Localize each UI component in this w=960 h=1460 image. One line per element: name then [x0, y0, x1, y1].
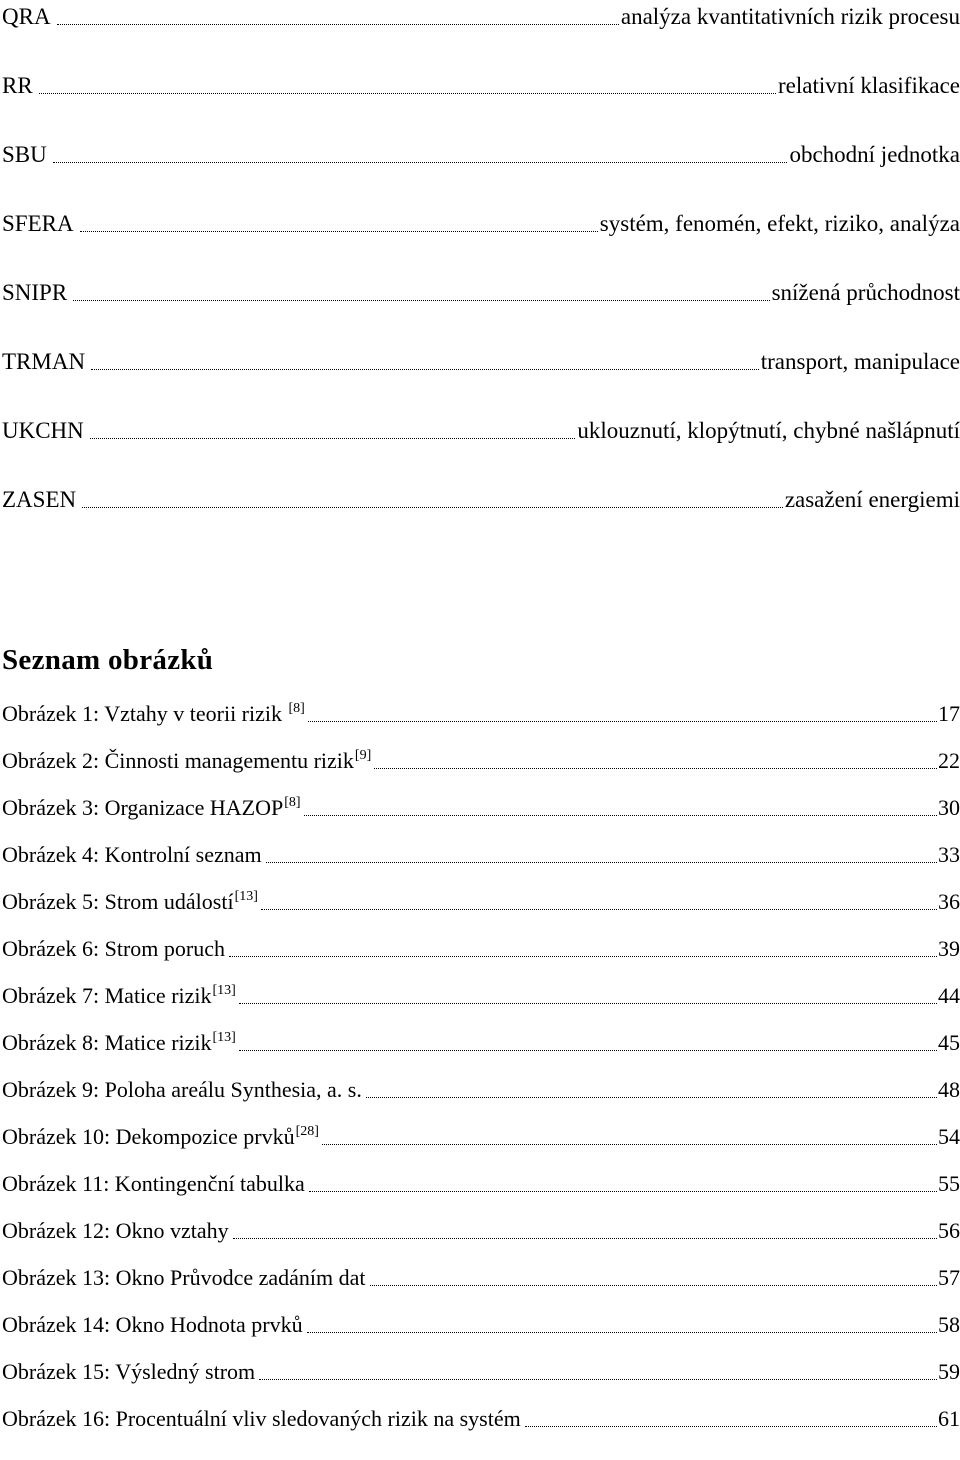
abbreviation-row: [0, 483, 960, 513]
abbreviation-row: [0, 138, 960, 168]
abbreviation-row: [0, 69, 960, 99]
figure-entry-label: Obrázek 9: Poloha areálu Synthesia, a. s.: [2, 1077, 362, 1102]
abbreviation-definition: relativní klasifikace: [777, 73, 960, 98]
figure-entry[interactable]: [0, 791, 960, 821]
dot-leader: [73, 299, 769, 301]
abbreviation-key: SFERA: [2, 211, 74, 236]
figure-citation: [9]: [354, 748, 372, 763]
figure-entry-label: Obrázek 7: Matice rizik[13]: [2, 983, 236, 1008]
dot-leader: [309, 1190, 937, 1192]
figure-entry[interactable]: [0, 744, 960, 774]
figure-entry-label: Obrázek 14: Okno Hodnota prvků: [2, 1312, 303, 1337]
figure-page-number: 22: [938, 748, 960, 773]
figure-entry[interactable]: [0, 979, 960, 1009]
figure-entry[interactable]: [0, 838, 960, 868]
figure-entry[interactable]: [0, 1355, 960, 1385]
dot-leader: [90, 437, 576, 439]
abbreviation-key: ZASEN: [2, 487, 77, 512]
dot-leader: [307, 1331, 937, 1333]
abbreviation-row: [0, 276, 960, 306]
dot-leader: [259, 1378, 937, 1380]
figure-entry-label: Obrázek 11: Kontingenční tabulka: [2, 1171, 305, 1196]
figure-page-number: 48: [938, 1077, 960, 1102]
figure-entry[interactable]: [0, 932, 960, 962]
abbreviation-key: QRA: [2, 4, 51, 29]
figure-entry-label: Obrázek 12: Okno vztahy: [2, 1218, 229, 1243]
figure-page-number: 55: [938, 1171, 960, 1196]
abbreviation-row: [0, 414, 960, 444]
figure-page-number: 61: [938, 1406, 960, 1431]
figure-entry-label: Obrázek 3: Organizace HAZOP[8]: [2, 795, 301, 820]
figure-entry-label: Obrázek 4: Kontrolní seznam: [2, 842, 262, 867]
figure-page-number: 59: [938, 1359, 960, 1384]
figure-page-number: 30: [938, 795, 960, 820]
figure-entry[interactable]: [0, 885, 960, 915]
abbreviation-definition: snížená průchodnost: [771, 280, 960, 305]
dot-leader: [322, 1143, 937, 1145]
dot-leader: [304, 814, 937, 816]
figure-entry[interactable]: [0, 1308, 960, 1338]
figure-entry[interactable]: [0, 1120, 960, 1150]
abbreviation-row: [0, 207, 960, 237]
figure-citation: [13]: [234, 889, 258, 904]
figure-entry-label: Obrázek 10: Dekompozice prvků[28]: [2, 1124, 319, 1149]
dot-leader: [261, 908, 937, 910]
figure-entry-label: Obrázek 15: Výsledný strom: [2, 1359, 256, 1384]
figure-page-number: 33: [938, 842, 960, 867]
dot-leader: [366, 1096, 937, 1098]
abbreviation-definition: obchodní jednotka: [789, 142, 960, 167]
figure-entry[interactable]: [0, 1261, 960, 1291]
figure-page-number: 44: [938, 983, 960, 1008]
figure-entry-label: Obrázek 6: Strom poruch: [2, 936, 225, 961]
dot-leader: [308, 720, 937, 722]
figure-entry-label: Obrázek 8: Matice rizik[13]: [2, 1030, 236, 1055]
abbreviation-key: SNIPR: [2, 280, 68, 305]
figure-citation: [8]: [284, 795, 301, 810]
dot-leader: [80, 230, 598, 232]
figure-citation: [8]: [288, 701, 305, 716]
figure-page-number: 39: [938, 936, 960, 961]
abbreviation-definition: uklouznutí, klopýtnutí, chybné našlápnutí: [577, 418, 960, 443]
dot-leader: [91, 368, 759, 370]
figure-page-number: 54: [938, 1124, 960, 1149]
abbreviation-key: SBU: [2, 142, 47, 167]
abbreviation-key: TRMAN: [2, 349, 86, 374]
dot-leader: [370, 1284, 938, 1286]
dot-leader: [525, 1425, 937, 1427]
figure-entry[interactable]: [0, 697, 960, 727]
figure-entry[interactable]: [0, 1167, 960, 1197]
figure-page-number: 56: [938, 1218, 960, 1243]
figure-entry-label: Obrázek 13: Okno Průvodce zadáním dat: [2, 1265, 366, 1290]
abbreviation-definition: analýza kvantitativních rizik procesu: [620, 4, 960, 29]
dot-leader: [266, 861, 937, 863]
abbreviation-definition: systém, fenomén, efekt, riziko, analýza: [599, 211, 960, 236]
abbreviation-definition: transport, manipulace: [760, 349, 960, 374]
dot-leader: [233, 1237, 937, 1239]
abbreviation-key: RR: [2, 73, 33, 98]
figure-page-number: 58: [938, 1312, 960, 1337]
dot-leader: [239, 1049, 937, 1051]
figure-entry[interactable]: [0, 1073, 960, 1103]
abbreviation-key: UKCHN: [2, 418, 84, 443]
dot-leader: [39, 92, 776, 94]
dot-leader: [82, 506, 783, 508]
figure-entry-label: Obrázek 2: Činnosti managementu rizik[9]: [2, 748, 372, 773]
figure-entry[interactable]: [0, 1026, 960, 1056]
figure-citation: [13]: [212, 1030, 236, 1045]
list-of-figures-heading: Seznam obrázků: [2, 644, 214, 676]
dot-leader: [239, 1002, 937, 1004]
figure-entry-label: Obrázek 5: Strom událostí[13]: [2, 889, 258, 914]
abbreviation-definition: zasažení energiemi: [784, 487, 960, 512]
figure-entry-label: Obrázek 16: Procentuální vliv sledovaných rizik na systém: [2, 1406, 521, 1431]
figure-entry[interactable]: [0, 1402, 960, 1432]
abbreviation-row: [0, 0, 960, 30]
figure-page-number: 57: [938, 1265, 960, 1290]
figure-entry[interactable]: [0, 1214, 960, 1244]
abbreviation-row: [0, 345, 960, 375]
figure-page-number: 36: [938, 889, 960, 914]
dot-leader: [53, 161, 788, 163]
figure-page-number: 45: [938, 1030, 960, 1055]
figure-citation: [13]: [212, 983, 236, 998]
figure-entry-label: Obrázek 1: Vztahy v teorii rizik [8]: [2, 701, 305, 726]
dot-leader: [229, 955, 937, 957]
dot-leader: [374, 767, 937, 769]
dot-leader: [57, 23, 619, 25]
figure-page-number: 17: [938, 701, 960, 726]
figure-citation: [28]: [295, 1124, 319, 1139]
